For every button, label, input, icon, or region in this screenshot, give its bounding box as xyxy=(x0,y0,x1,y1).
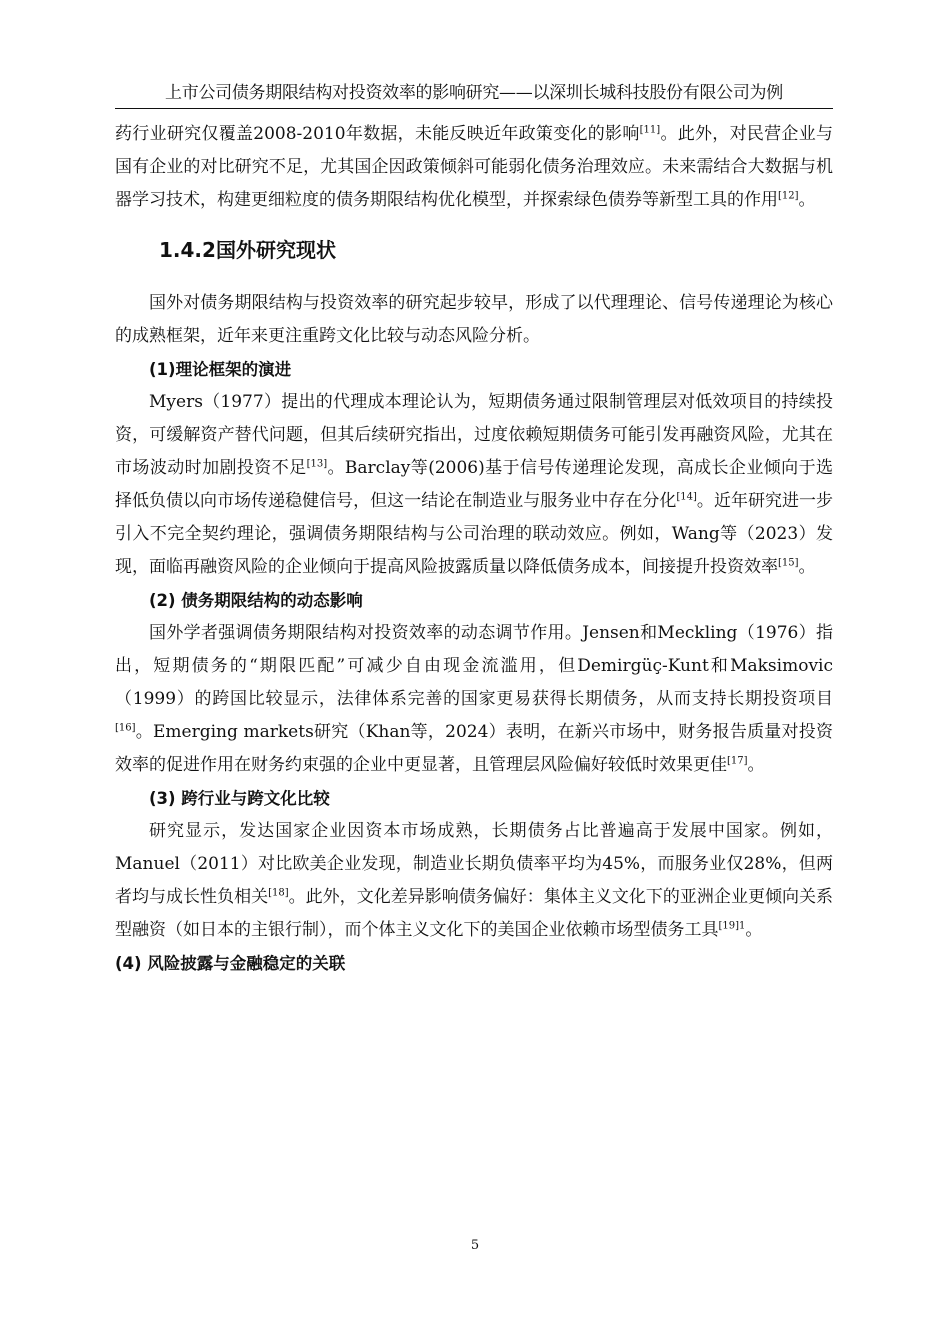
text-run: 。此外，对民营企业与国有企业的对比研究不足，尤其国企因政策倾斜可能弱化债务治理效应。未来需结合大数据与机器学习技术，构建更细粒度的债务期限结构优化模型，并探索绿色债券等新型工具的作用 xyxy=(115,124,834,210)
subheading-4: (4) 风险披露与金融稳定的关联 xyxy=(115,954,346,973)
subheading-2: (2) 债务期限结构的动态影响 xyxy=(149,591,363,610)
paragraph-3 xyxy=(115,815,833,947)
text-run: 。 xyxy=(798,190,816,210)
text-run: 国外学者强调债务期限结构对投资效率的动态调节作用。Jensen和Meckling（1976）指出，短期债务的“期限匹配”可减少自由现金流滥用，但Demirgüç-Kunt和Maksimovic（1999）的跨国比较显示，法律体系完善的国家更易获得长期债务，从而支持长期投资项目 xyxy=(115,623,833,709)
citation: [12] xyxy=(778,190,799,202)
running-header: 上市公司债务期限结构对投资效率的影响研究——以深圳长城科技股份有限公司为例 xyxy=(165,83,783,103)
overview-paragraph: 国外对债务期限结构与投资效率的研究起步较早，形成了以代理理论、信号传递理论为核心的成熟框架，近年来更注重跨文化比较与动态风险分析。 xyxy=(115,293,833,346)
citation: [19]1 xyxy=(718,920,746,932)
body-content xyxy=(115,118,833,980)
citation: [18] xyxy=(268,887,289,899)
text-run: 。 xyxy=(798,557,816,577)
text-run: 。 xyxy=(747,755,765,775)
text-run: 。此外，文化差异影响债务偏好：集体主义文化下的亚洲企业更倾向关系型融资（如日本的主银行制），而个体主义文化下的美国企业依赖市场型债务工具 xyxy=(115,887,834,940)
text-run: 药行业研究仅覆盖2008-2010年数据，未能反映近年政策变化的影响 xyxy=(115,124,640,144)
text-run: 。近年研究进一步引入不完全契约理论，强调债务期限结构与公司治理的联动效应。例如，Wang等（2023）发现，面临再融资风险的企业倾向于提高风险披露质量以降低债务成本，间接提升投资效率 xyxy=(115,491,834,577)
citation: [15] xyxy=(778,557,799,569)
citation: [16] xyxy=(115,722,136,734)
section-heading: 1.4.2国外研究现状 xyxy=(159,238,336,262)
subheading-1: (1)理论框架的演进 xyxy=(149,360,292,379)
text-run: 。Emerging markets研究（Khan等，2024）表明，在新兴市场中，财务报告质量对投资效率的促进作用在财务约束强的企业中更显著，且管理层风险偏好较低时效果更佳 xyxy=(115,722,833,775)
citation: [14] xyxy=(676,491,697,503)
citation: [11] xyxy=(639,124,661,136)
intro-paragraph xyxy=(115,118,833,217)
paragraph-2 xyxy=(115,617,833,782)
text-run: Myers（1977）提出的代理成本理论认为，短期债务通过限制管理层对低效项目的持续投资，可缓解资产替代问题，但其后续研究指出，过度依赖短期债务可能引发再融资风险，尤其在市场波动时加剧投资不足 xyxy=(115,392,833,478)
citation: [13] xyxy=(306,458,328,470)
text-run: 。Barclay等(2006)基于信号传递理论发现，高成长企业倾向于选择低负债以向市场传递稳健信号，但这一结论在制造业与服务业中存在分化 xyxy=(115,458,834,511)
citation: [17] xyxy=(727,755,748,767)
subheading-3: (3) 跨行业与跨文化比较 xyxy=(149,789,330,808)
text-run: 。 xyxy=(745,920,763,940)
header-rule xyxy=(115,108,833,109)
paragraph-1 xyxy=(115,386,833,584)
text-run: 研究显示，发达国家企业因资本市场成熟，长期债务占比普遍高于发展中国家。例如，Manuel（2011）对比欧美企业发现，制造业长期负债率平均为45%，而服务业仅28%，但两者均与成长性负相关 xyxy=(115,821,833,907)
page-number: 5 xyxy=(470,1238,480,1253)
